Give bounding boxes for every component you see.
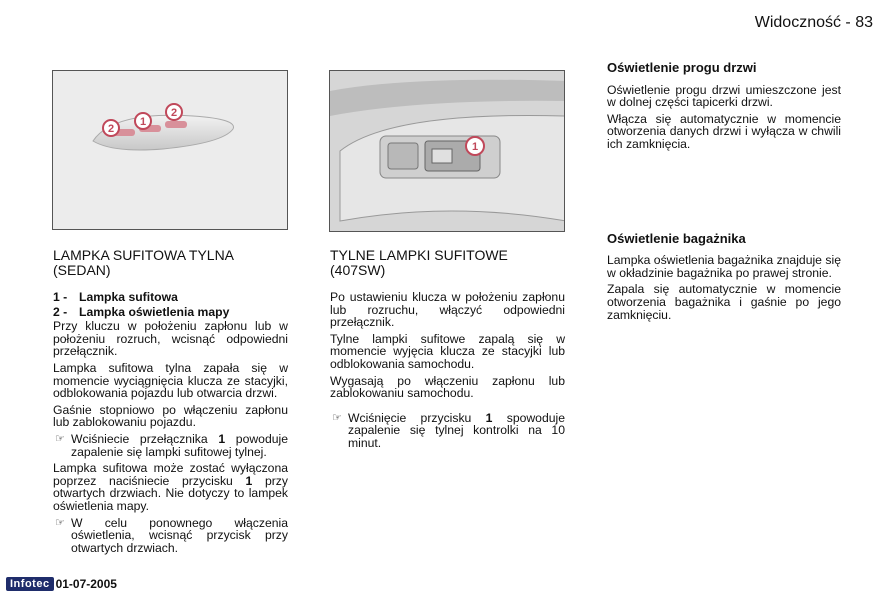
callout-1 [135,113,151,129]
paragraph: Gaśnie stopniowo po włączeniu zapłonu lub zablokowaniu pojazdu. [53,402,288,430]
item-number: 2 - [53,304,68,319]
bullet-text: Wciśniecie przełącznika 1 powoduje zapalenie się lampki sufitowej tylnej. [71,431,288,459]
sw-lamp-figure [329,70,565,232]
callout-text: 2 [170,107,178,119]
instruction-bullet [53,433,288,458]
lighting-info-section [607,62,841,325]
list-item [53,291,288,304]
infotec-logo: Infotec [6,577,54,591]
section-title: LAMPKA SUFITOWA TYLNA (SEDAN) [53,247,234,278]
callout-text: 1 [471,141,479,153]
bullet-text: Wciśnięcie przycisku 1 spowoduje zapalenie się tylnej kontrolki na 10 minut. [348,410,565,450]
callout-2-right [166,104,182,120]
paragraph: Wygasają po włączeniu zapłonu lub zablokowaniu samochodu. [330,373,565,401]
paragraph: Oświetlenie progu drzwi umieszczone jest w dolnej części tapicerki drzwi. [607,82,841,110]
paragraph: Lampka oświetlenia bagażnika znajduje się w okładzinie bagażnika po prawej stronie. [607,253,841,280]
item-label: Lampka sufitowa [79,290,178,304]
callout-1 [466,137,484,155]
subsection-title: Oświetlenie bagażnika [607,230,746,246]
paragraph: Włącza się automatycznie w momencie otworzenia danych drzwi i wyłącza w chwili ich zamknięcia. [607,111,841,151]
footer [6,577,117,591]
pointer-icon: ☞ [55,516,65,529]
paragraph: Przy kluczu w położeniu zapłonu lub w położeniu rozruch, wcisnąć odpowiedni przełącznik. [53,319,288,359]
paragraph: Tylne lampki sufitowe zapalą się w momencie wyjęcia klucza ze stacyjki lub odblokowania samochodu. [330,331,565,371]
pointer-icon: ☞ [55,432,65,445]
paragraph: Po ustawieniu klucza w położeniu zapłonu lub rozruchu, włączyć odpowiedni przełącznik. [330,290,565,330]
ceiling-lamp-illustration [53,71,288,230]
subsection-title: Oświetlenie progu drzwi [607,60,757,75]
footer-date: 01-07-2005 [55,577,117,591]
callout-2-left [103,120,119,136]
ceiling-lamp-figure [52,70,288,230]
sw-ceiling-lamp-section [330,248,565,454]
sw-lamp-illustration [330,71,565,232]
sedan-ceiling-lamp-section [53,248,288,558]
callout-text: 2 [107,123,115,135]
list-item [53,306,288,319]
page-header: Widoczność - 83 [754,14,873,31]
item-label: Lampka oświetlenia mapy [79,304,230,319]
bullet-text: W celu ponownego włączenia oświetlenia, wcisnąć przycisk przy otwartych drzwiach. [71,515,288,555]
paragraph: Lampka sufitowa tylna zapała się w momencie wyciągnięcia klucza ze stacyjki, odblokowania pojazdu lub otwarcia drzwi. [53,360,288,401]
item-number: 1 - [53,290,68,304]
paragraph: Lampka sufitowa może zostać wyłączona poprzez naciśniecie przycisku 1 przy otwartych drzwiach. Nie dotyczy to lampek oświetlenia mapy. [53,461,288,513]
instruction-bullet [53,517,288,555]
pointer-icon: ☞ [332,411,342,424]
callout-text: 1 [139,116,147,128]
section-title: TYLNE LAMPKI SUFITOWE (407SW) [330,247,508,278]
instruction-bullet [330,412,565,450]
paragraph: Zapala się automatycznie w momencie otworzenia bagażnika i gaśnie po jego zamknięciu. [607,282,841,322]
